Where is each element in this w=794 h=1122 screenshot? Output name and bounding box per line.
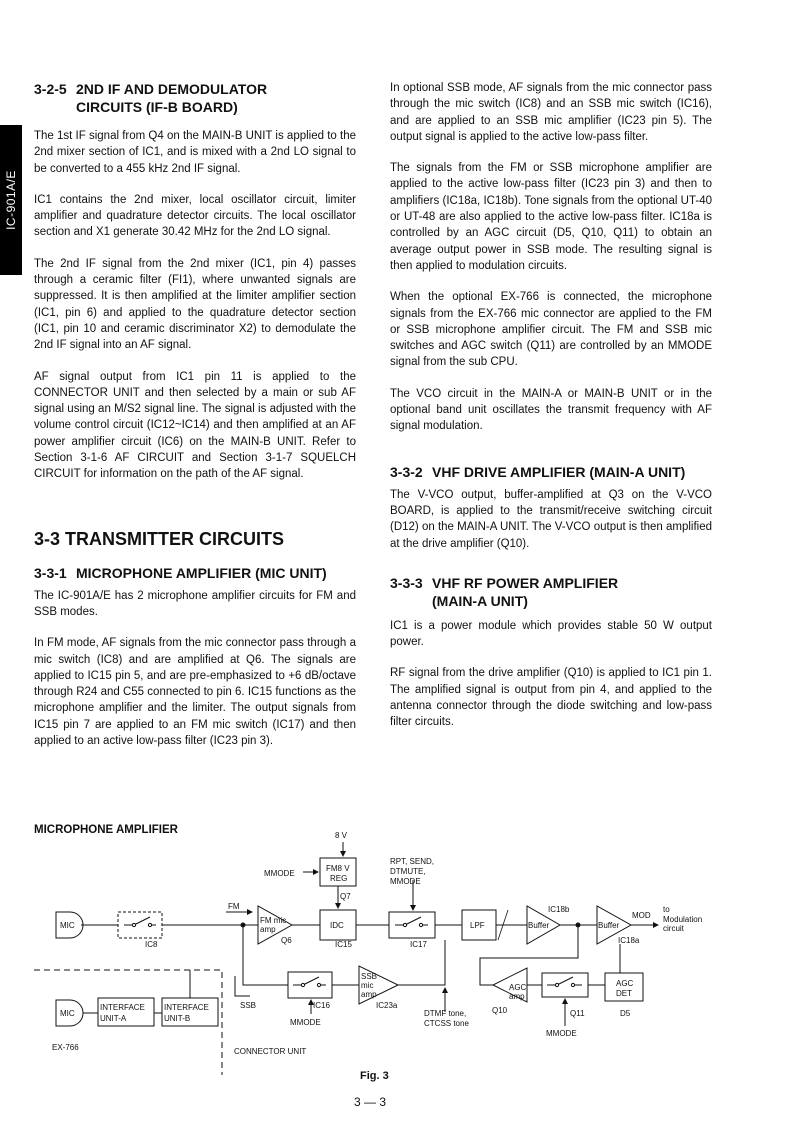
section-title: VHF RF POWER AMPLIFIER — [432, 574, 619, 591]
label: MMODE — [264, 869, 295, 878]
label: AGC — [509, 983, 527, 992]
label: IC18b — [548, 905, 570, 914]
paragraph: AF signal output from IC1 pin 11 is applied to the CONNECTOR UNIT and then selected by a main or sub AF signal using an M/S2 signal line. The signal is adjusted with the volume control circuit (IC12~IC14) and then amplified at an AF power amplifier circuit (IC6) on the MAIN-B UNIT. Refer to Section 3-1-6 AF CIRCUIT and Section 3-1-7 SQUELCH CIRCUIT for information on the path of the AF signal. — [34, 370, 356, 481]
label: Q10 — [492, 1006, 508, 1015]
figure-caption: Fig. 3 — [360, 1070, 389, 1082]
label: amp — [361, 990, 377, 999]
label: MIC — [60, 1009, 75, 1018]
section-number: 3-3-1 — [34, 564, 67, 581]
label: MMODE — [290, 1018, 321, 1027]
paragraph: In optional SSB mode, AF signals from the mic connector pass through the mic switch (IC8) and an SSB mic switch (IC16), and are applied to an SSB mic amplifier (IC23 pin 5). The output signal is applied to the active low-pass filter. — [390, 82, 712, 143]
label: EX-766 — [52, 1043, 79, 1052]
label: amp — [260, 925, 276, 934]
label: Q11 — [570, 1009, 585, 1018]
label: Q6 — [281, 936, 292, 945]
label: MMODE — [546, 1029, 577, 1038]
label: CONNECTOR UNIT — [234, 1047, 307, 1056]
label: Q7 — [340, 892, 351, 901]
figure-title: MICROPHONE AMPLIFIER — [34, 824, 178, 836]
section-title-cont: (MAIN-A UNIT) — [432, 592, 528, 609]
label: circuit — [663, 924, 684, 933]
paragraph: RF signal from the drive amplifier (Q10) is applied to IC1 pin 1. The amplified signal is output from pin 4, and applied to the antenna connector through the diode switching and low-pass filter circuits. — [390, 667, 712, 729]
label: DTMUTE, — [390, 867, 426, 876]
paragraph: The IC-901A/E has 2 microphone amplifier circuits for FM and SSB modes. — [34, 589, 356, 618]
label: FM — [228, 902, 240, 911]
paragraph: The VCO circuit in the MAIN-A or MAIN-B UNIT or in the optional band unit oscillates the transmit frequency with AF signal modulation. — [390, 387, 712, 433]
label: DTMF tone, — [424, 1009, 467, 1018]
label: Buffer — [528, 921, 550, 930]
label: IC16 — [313, 1001, 330, 1010]
switch-icon — [395, 917, 428, 925]
paragraph: IC1 is a power module which provides stable 50 W output power. — [390, 619, 712, 649]
label: IC23a — [376, 1001, 398, 1010]
label: 8 V — [335, 831, 348, 840]
label: DET — [616, 989, 632, 998]
label: IC8 — [145, 940, 158, 949]
label: RPT, SEND, — [390, 857, 435, 866]
label: IC17 — [410, 940, 427, 949]
label: Modulation — [663, 915, 703, 924]
label: MIC — [60, 921, 75, 930]
page-number: 3 — 3 — [354, 1095, 387, 1109]
section-title: 2ND IF AND DEMODULATOR — [76, 81, 268, 97]
side-tab-label: IC-901A/E — [4, 170, 18, 230]
paragraph: The V-VCO output, buffer-amplified at Q3 on the V-VCO BOARD, is applied to the transmit/receive switching circuit (D12) on the MAIN-A UNIT. The V-VCO output is then amplified at the drive amplifier (Q10). — [390, 488, 712, 550]
section-title-cont: CIRCUITS (IF-B BOARD) — [76, 99, 238, 115]
label: INTERFACE — [164, 1003, 209, 1012]
label: FM8 V — [326, 864, 350, 873]
heading-3-3: 3-3 TRANSMITTER CIRCUITS — [34, 528, 285, 549]
label: IC15 — [335, 940, 352, 949]
switch-icon — [293, 977, 326, 985]
section-number: 3-3-2 — [390, 463, 423, 480]
section-title: VHF DRIVE AMPLIFIER (MAIN-A UNIT) — [432, 463, 686, 480]
section-title: MICROPHONE AMPLIFIER (MIC UNIT) — [76, 564, 327, 581]
diagram-labels — [52, 831, 702, 1056]
paragraph: In FM mode, AF signals from the mic connector pass through a mic switch (IC8) and are amplified at Q6. The signals are applied to IC15 pin 5, and are pre-emphasized to +6 dB/octave through R24 and C55 connected to pin 6. IC15 functions as the microphone amplifier and the limiter. The output signals from IC15 pin 7 are applied to an FM mic switch (IC17) and then applied to an active low-pass filter (IC23 pin 3). — [34, 637, 356, 748]
label: IC18a — [618, 936, 640, 945]
label: UNIT-A — [100, 1014, 127, 1023]
label: amp — [509, 992, 525, 1001]
paragraph: The 2nd IF signal from the 2nd mixer (IC1, pin 4) passes through a ceramic filter (FI1), where unwanted signals are suppressed. It is then amplified at the limiter amplifier section (IC1, pin 6) and applied to the quadrature detector section (IC1, pin 10 and ceramic discriminator X2) to demodulate the 2nd IF signal into an AF signal. — [34, 257, 356, 352]
label: SSB — [361, 972, 378, 981]
label: D5 — [620, 1009, 631, 1018]
connector-unit-boundary — [34, 970, 222, 1075]
label: Buffer — [598, 921, 620, 930]
ssb-line — [243, 925, 288, 985]
paragraph: The signals from the FM or SSB microphone amplifier are applied to the active low-pass filter (IC23 pin 3) and then to amplifiers (IC18a, IC18b). Tone signals from the optional UT-40 or UT-48 are also applied to the active low-pass filter. IC18a is controlled by an AGC circuit (D5, Q10, Q11) to obtain an average output power in SSB mode. The resulting signal is then applied to modulation circuits. — [390, 162, 712, 272]
label: to — [663, 905, 670, 914]
paragraph: The 1st IF signal from Q4 on the MAIN-B UNIT is applied to the 2nd mixer section of IC1, and is mixed with a 2nd LO signal to be converted to a 455 kHz 2nd IF signal. — [34, 130, 356, 175]
label: FM mic — [260, 916, 287, 925]
label: UNIT-B — [164, 1014, 191, 1023]
label: MMODE — [390, 877, 421, 886]
paragraph: IC1 contains the 2nd mixer, local oscillator circuit, limiter amplifier and quadrature detector circuits. The local oscillator section and X1 generate 30.42 MHz for the 2nd LO signal. — [34, 193, 356, 239]
label: IDC — [330, 921, 344, 930]
label: SSB — [240, 1001, 257, 1010]
section-number: 3-3-3 — [390, 574, 423, 591]
label: mic — [361, 981, 374, 990]
section-number: 3-2-5 — [34, 81, 67, 97]
label: INTERFACE — [100, 1003, 145, 1012]
paragraph: When the optional EX-766 is connected, the microphone signals from the EX-766 mic connector are applied to the FM or SSB microphone amplifier circuit. The FM and SSB mic switches and AGC switch (Q11) are controlled by an MMODE signal from the sub CPU. — [390, 291, 712, 369]
label: REG — [330, 874, 348, 883]
label: MOD — [632, 911, 651, 920]
label: LPF — [470, 921, 485, 930]
switch-icon — [547, 977, 582, 985]
label: CTCSS tone — [424, 1019, 469, 1028]
label: AGC — [616, 979, 634, 988]
